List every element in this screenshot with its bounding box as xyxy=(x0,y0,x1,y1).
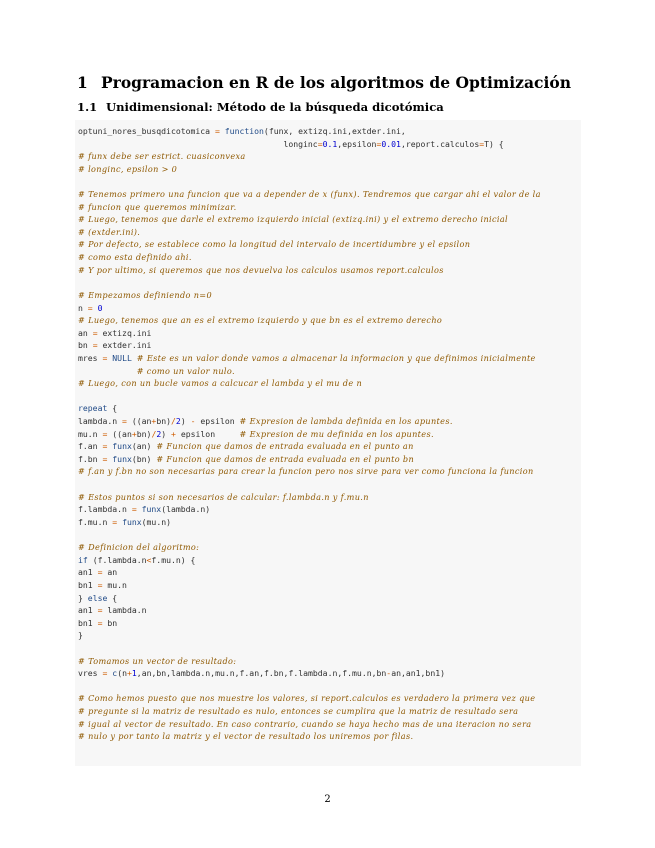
code-line xyxy=(78,529,650,542)
code-token: vres xyxy=(78,668,103,679)
code-token: = xyxy=(97,567,103,578)
code-token: T) { xyxy=(484,138,504,149)
subsection-heading xyxy=(77,100,637,114)
code-token: { xyxy=(107,592,118,603)
code-token: funx xyxy=(112,441,132,452)
code-line xyxy=(78,264,650,277)
code-line xyxy=(78,730,650,743)
code-token: bn) xyxy=(156,416,171,427)
subsection-title: Unidimensional: Método de la búsqueda dicotómica xyxy=(106,100,444,114)
code-line xyxy=(78,453,650,466)
code-line xyxy=(78,629,650,642)
code-line xyxy=(78,314,650,327)
code-line xyxy=(78,428,650,441)
code-token: = xyxy=(102,668,108,679)
code-comment: # Y por ultimo, si queremos que nos devuelva los calculos usamos report.calculos xyxy=(78,264,444,275)
code-line xyxy=(78,390,650,403)
code-token: = xyxy=(102,441,108,452)
code-comment: # Funcion que damos de entrada evaluada en el punto an xyxy=(156,441,414,452)
code-line xyxy=(78,642,650,655)
code-token xyxy=(78,366,137,376)
code-line xyxy=(78,566,650,579)
code-token: (bn) xyxy=(131,453,157,464)
code-token: funx xyxy=(112,453,132,464)
code-line xyxy=(78,213,650,226)
code-line xyxy=(78,667,650,680)
code-token: 0.01 xyxy=(381,138,401,149)
code-comment: # Funcion que damos de entrada evaluada en el punto bn xyxy=(156,453,415,464)
code-token: else xyxy=(87,592,108,603)
code-comment: # funx debe ser estrict. cuasiconvexa xyxy=(78,151,246,162)
code-token: (mu.n) xyxy=(141,516,171,527)
code-token: = xyxy=(92,340,98,351)
code-token: + xyxy=(131,428,137,439)
code-line xyxy=(78,604,650,617)
code-comment: # igual al vector de resultado. En caso contrario, cuando se haya hecho mas de una iteracion no sera xyxy=(78,718,532,729)
page-number: 2 xyxy=(324,794,331,805)
code-token: + xyxy=(171,428,176,439)
code-token: = xyxy=(97,579,103,590)
code-token: - xyxy=(190,416,196,427)
code-token: an1 xyxy=(78,605,98,616)
code-comment: # Empezamos definiendo n=0 xyxy=(78,289,212,300)
code-token: ((an xyxy=(107,428,132,439)
code-line xyxy=(78,592,650,605)
code-token: 2 xyxy=(175,416,181,427)
section-number: 1 xyxy=(77,73,88,92)
code-line xyxy=(78,339,650,352)
code-token: bn) xyxy=(136,428,152,439)
code-token: = xyxy=(317,138,323,149)
code-token: 0 xyxy=(97,302,103,313)
code-token: ,an,bn,lambda.n,mu.n,f.an,f.bn,f.lambda.n,f.mu.n,bn xyxy=(136,668,387,679)
code-comment: # longinc, epsilon > 0 xyxy=(78,163,178,174)
code-comment: # Definicion del algoritmo: xyxy=(78,542,200,553)
code-token: an1 xyxy=(78,567,98,578)
code-token: = xyxy=(112,516,118,527)
code-comment: # f.an y f.bn no son necesarias para crear la funcion pero nos sirve para ver como funciona la funcion xyxy=(78,466,534,477)
code-line xyxy=(78,718,650,731)
code-token: / xyxy=(151,428,157,439)
code-line xyxy=(78,491,650,504)
code-line xyxy=(78,655,650,668)
code-token: longinc xyxy=(78,138,318,149)
code-line xyxy=(78,188,650,201)
code-token: bn xyxy=(102,617,118,628)
code-token: bn xyxy=(78,340,93,351)
code-line xyxy=(78,289,650,302)
code-token: repeat xyxy=(78,403,108,414)
code-line xyxy=(78,201,650,214)
code-token: bn1 xyxy=(78,579,98,590)
code-line xyxy=(78,276,650,289)
code-token: , xyxy=(400,138,406,149)
code-token: lambda.n xyxy=(78,416,123,427)
code-token: funx xyxy=(141,504,162,515)
code-comment: # Luego, tenemos que an es el extremo izquierdo y que bn es el extremo derecho xyxy=(78,315,443,326)
code-comment: # como un valor nulo. xyxy=(136,365,235,376)
code-line xyxy=(78,226,650,239)
code-line xyxy=(78,302,650,315)
code-token: = xyxy=(214,126,220,136)
code-line xyxy=(78,352,650,365)
subsection-number: 1.1 xyxy=(77,100,98,114)
code-token: = xyxy=(87,302,93,313)
code-token: = xyxy=(102,352,108,363)
code-line xyxy=(78,175,650,188)
code-comment: # como esta definido ahi. xyxy=(78,252,192,263)
code-line xyxy=(78,440,650,453)
code-line xyxy=(78,150,650,163)
code-token: f.lambda.n xyxy=(78,504,132,515)
code-line xyxy=(78,478,650,491)
code-token: { xyxy=(107,403,118,414)
code-token: = xyxy=(102,453,108,464)
code-comment: # Tomamos un vector de resultado: xyxy=(78,655,237,666)
code-comment: # funcion que queremos minimizar. xyxy=(78,201,237,212)
code-token: + xyxy=(126,668,132,679)
code-token: funx xyxy=(122,516,142,527)
code-line xyxy=(78,465,650,478)
code-line xyxy=(78,138,650,151)
code-token: ((an xyxy=(126,416,152,427)
code-token: = xyxy=(122,416,127,427)
code-line xyxy=(78,579,650,592)
code-token: lambda.n xyxy=(102,605,147,616)
code-token: 1 xyxy=(131,668,137,679)
code-token: } xyxy=(78,630,83,641)
code-token: / xyxy=(171,416,176,427)
code-comment: # Tenemos primero una funcion que va a depender de x (funx). Tendremos que cargar ahi el valor de la xyxy=(78,189,541,200)
code-line xyxy=(78,617,650,630)
code-token: an xyxy=(102,567,118,578)
code-token: f.mu.n) { xyxy=(151,554,196,565)
code-token: (an) xyxy=(131,441,157,452)
code-token: mu.n xyxy=(102,579,127,590)
code-token: epsilon xyxy=(342,138,377,149)
code-line xyxy=(78,163,650,176)
code-token: (lambda.n) xyxy=(161,504,211,515)
code-comment: # Estos puntos si son necesarios de calcular: f.lambda.n y f.mu.n xyxy=(78,491,369,502)
code-line xyxy=(78,327,650,340)
code-token: epsilon xyxy=(175,428,240,439)
code-token: (funx, extizq.ini,extder.ini, xyxy=(263,126,406,136)
code-line xyxy=(78,251,650,264)
code-line xyxy=(78,402,650,415)
code-token: optuni_nores_busqdicotomica xyxy=(78,126,215,136)
code-token: , xyxy=(337,138,343,149)
code-token: = xyxy=(97,617,103,628)
code-token: NULL xyxy=(112,352,132,363)
code-line xyxy=(78,680,650,693)
code-token: = xyxy=(131,504,137,515)
code-token: extizq.ini xyxy=(97,327,152,338)
code-comment: # Como hemos puesto que nos muestre los valores, si report.calculos es verdadero la primera vez que xyxy=(78,693,536,704)
code-line xyxy=(78,541,650,554)
section-title: Programacion en R de los algoritmos de Optimización xyxy=(101,73,571,92)
code-line xyxy=(78,377,650,390)
code-line xyxy=(78,692,650,705)
code-comment: # Luego, con un bucle vamos a calcucar el lambda y el mu de n xyxy=(78,378,363,389)
code-token: f.an xyxy=(78,441,103,452)
code-block xyxy=(78,125,650,743)
code-comment: # pregunte si la matriz de resultado es nulo, entonces se cumplira que la matriz de resultado sera xyxy=(78,706,519,717)
code-token: c xyxy=(112,668,118,679)
code-token: 2 xyxy=(156,428,162,439)
code-comment: # (extder.ini). xyxy=(78,226,141,237)
code-token: extder.ini xyxy=(97,340,152,351)
code-token: (n xyxy=(117,668,127,679)
code-comment: # Luego, tenemos que darle el extremo izquierdo inicial (extizq.ini) y el extremo derecho inicial xyxy=(78,214,508,225)
code-token: f.bn xyxy=(78,453,103,464)
code-token: = xyxy=(102,428,108,439)
code-comment: # Por defecto, se establece como la longitud del intervalo de incertidumbre y el epsilon xyxy=(78,239,471,250)
code-token: an,an1,bn1) xyxy=(391,668,445,679)
code-line xyxy=(78,516,650,529)
code-comment: # Este es un valor donde vamos a almacenar la informacion y que definimos inicialmente xyxy=(136,352,536,363)
code-token: ) xyxy=(161,428,172,439)
code-token: ) xyxy=(180,416,191,427)
code-line xyxy=(78,238,650,251)
code-token: f.mu.n xyxy=(78,516,113,527)
code-comment: # Expresion de mu definida en los apuntes. xyxy=(239,428,434,439)
code-token: = xyxy=(97,605,103,616)
code-line xyxy=(78,125,650,138)
code-token: = xyxy=(92,327,98,338)
code-line xyxy=(78,705,650,718)
code-token: function xyxy=(224,126,264,136)
code-token: n xyxy=(78,302,88,313)
code-token: = xyxy=(376,138,382,149)
code-token: if xyxy=(78,554,88,565)
code-token: report.calculos xyxy=(405,138,480,149)
code-token: mu.n xyxy=(78,428,103,439)
code-token: mres xyxy=(78,352,103,363)
code-token: } xyxy=(78,592,88,603)
code-token: 0.1 xyxy=(322,138,338,149)
code-comment: # nulo y por tanto la matriz y el vector de resultado los uniremos por filas. xyxy=(78,731,414,742)
code-token: (f.lambda.n xyxy=(87,554,147,565)
code-token: - xyxy=(386,668,392,679)
code-token: epsilon xyxy=(195,416,240,427)
code-line xyxy=(78,554,650,567)
code-line xyxy=(78,503,650,516)
section-heading xyxy=(77,73,637,92)
code-token: < xyxy=(146,554,152,565)
code-token: an xyxy=(78,327,93,338)
code-line xyxy=(78,365,650,378)
code-token: = xyxy=(479,138,485,149)
code-comment: # Expresion de lambda definida en los apuntes. xyxy=(239,416,453,427)
code-token: bn1 xyxy=(78,617,98,628)
code-token: + xyxy=(151,416,157,427)
code-line xyxy=(78,415,650,428)
